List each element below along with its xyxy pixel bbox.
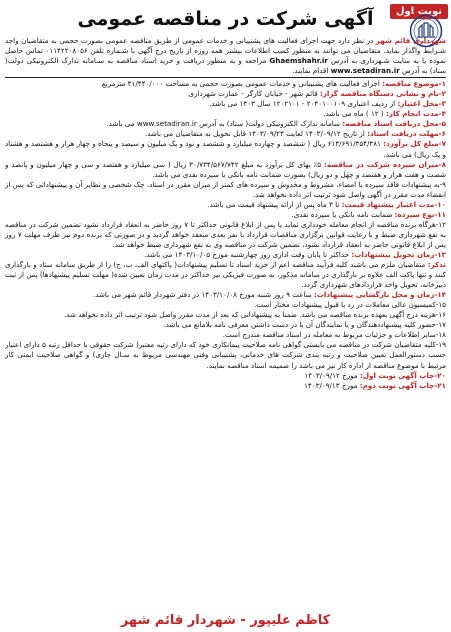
item-label: ۸-میزان سپرده شرکت در مناقصه:: [323, 159, 446, 169]
item-text: ( ۱۲ ) ماه می باشد.: [323, 109, 384, 119]
item-label: ۱۳-زمان تحویل پیشنهادات:: [351, 249, 446, 259]
intro-text-3: اقدام نمایند.: [292, 66, 329, 76]
list-item: [5, 160, 446, 180]
list-item: [5, 139, 446, 159]
item-text: ۱۵-کمیسیون عالی معاملات در رد یا قبول پیشنهادات مختار است.: [254, 300, 446, 310]
item-text: قائم شهر - خیابان کارگر - عمارت شهرداری: [188, 89, 318, 99]
item-text: ضمانت نامه بانکی یا سپرده نقدی.: [291, 209, 393, 219]
item-text: اجرای فعالیت های پشتیبانی و خدمات عمومی بصورت حجمی به مساحت ۴۱/۴۴۰/۰۰۰ مترمربع: [101, 79, 380, 89]
item-text: مورخ ۱۴۰۳/۰۹/۱۲: [304, 370, 358, 380]
item-label: ۳-محل اعتبار:: [397, 99, 446, 109]
notice-body: [5, 36, 446, 596]
list-item: [5, 330, 446, 340]
divider: [5, 77, 446, 78]
item-text: حداکثر تا پایان وقت اداری روز چهارشنبه مورخ ۱۴۰۳/۱۰/۰۵ می باشد.: [144, 249, 350, 259]
intro-paragraph: [5, 36, 446, 76]
list-item: [5, 300, 446, 310]
item-label: ۱۰-مدت اعتبار پیشنهاد قیمت:: [341, 199, 446, 209]
item-text: از ردیف اعتباری ۲۰۴۰۱۰۰۱۰۹ - ۱۲۰۲۱۰۱ سال ۱۴۰۳ می باشد.: [209, 99, 396, 109]
item-text: سامانه تدارک الکترونیکی دولت( ستاد) به آدرس www.setadiran.ir می باشد.: [106, 119, 340, 129]
list-item: [5, 210, 446, 220]
item-text: ۱۲-هرگاه برنده مناقصه از انجام معامله خودداری نماید یا پس از ابلاغ قانونی حداکثر تا ۷ روز حاضر به انعقاد قرارداد نشود تضمین شرکت در مناقصه به نفع شهرداری ضبط و با رعایت قوانین برگزاری مناقصات قرارداد با نفر بعدی منعقد خواهد گردید و در صورتی که برنده دوم نیز ظرف مهلت ۷ روز پس از ابلاغ قانونی حاضر به انعقاد قرارداد نشود، تضمین شرکت در مناقصه وی به نفع شهرداری ضبط خواهد شد.: [5, 219, 446, 249]
list-item: [5, 220, 446, 250]
item-text: مورخ ۱۴۰۳/۰۹/۱۳: [304, 380, 358, 390]
item-text: ۹-به پیشنهادات فاقد سپرده یا امضاء، مشروط و مخدوش و سپرده های کمتر از میزان مقرر در اسناد، چک شخصی و نظایر آن و پیشنهاداتی که پس از انقضاء مدت مقرر در آگهی واصل شود ترتیب اثر داده نخواهد شد.: [5, 179, 446, 199]
list-item: [5, 290, 446, 300]
item-text: ساعت ۹ روز شنبه مورخ ۱۴۰۳/۱۰/۰۸ در دفتر شهردار قائم شهر می باشد.: [92, 290, 312, 300]
list-item: [5, 200, 446, 210]
item-label: تذکر:: [427, 260, 446, 270]
item-label: ۱۱-نوع سپرده:: [394, 209, 446, 219]
list-item: [5, 109, 446, 119]
intro-text-2: مراجعه و به منظور دریافت و خرید اسناد مناقصه به سـامانه تدارک الکترونیکی دولت( ستاد) به آدرس: [5, 56, 446, 76]
list-item: [5, 260, 446, 290]
edition-badge: نوبت اول: [390, 4, 448, 19]
list-item: [5, 89, 446, 99]
list-item: [5, 250, 446, 260]
item-label: ۷-مبلغ کل برآورد:: [383, 139, 446, 149]
list-item: [5, 180, 446, 200]
notice-title: آگهی شرکت در مناقصه عمومی: [77, 8, 374, 30]
setad-link[interactable]: www.setadiran.ir: [330, 66, 400, 76]
item-label: ۴-مدت انجام کار:: [385, 109, 446, 119]
list-item: [5, 320, 446, 330]
item-text: ۱۷-حضور کلیه پیشنهاددهندگان و یا نمایندگان آن با در دست داشتن معرفی نامه بلامانع می باشد.: [163, 320, 446, 330]
item-text: ۵٪ بهای کل برآورد به مبلغ ۳۰/۷۳۴/۵۶۷/۷۴۲ ریال ( سی میلیارد و هفتصد و سی و چهار میلیون و پانصد و شصت و هفت هزار و هفتصد و چهل و دو ریال) بصورت ضمانت نامه بانکی یا سپرده نقدی می باشد.: [5, 159, 446, 179]
list-item: [5, 371, 446, 381]
list-item: [5, 99, 446, 109]
item-label: ۲۱-چاپ آگهی نوبت دوم:: [359, 380, 446, 390]
item-label: ۱-موضوع مناقصه:: [382, 79, 446, 89]
item-text: متقاضیان ملزم می باشند کلیه فرآیند مناقصه اعم از خرید اسناد تا تسلیم پیشنهادات( پاکتهای الف، ب، ج) را از طریق سامانه ستاد و بارگذاری کنند و تنها پاکت الف علاوه بر بارگذاری در سامانه مذکور، به صورت فیزیکی نیز حداکثر در مدت زمان تعیین شده( مهلت تسلیم پیشنهادها) پس از ثبت دبیرخانه، تحویل واحد قراردادهای شهرداری گردد.: [5, 260, 446, 290]
item-label: ۲۰-چاپ آگهی نوبت اول:: [359, 370, 446, 380]
list-item: [5, 129, 446, 139]
list-item: [5, 79, 446, 89]
list-item: [5, 381, 446, 391]
website-link[interactable]: Ghaemshahr.ir: [269, 56, 328, 66]
item-label: ۱۴-زمان و محل بازگشایی پیشنهادات:: [313, 290, 446, 300]
item-text: ۶۱۴/۶۹۱/۳۵۴/۴۸۱ ریال ( ششصد و چهارده میلیارد و ششصد و نود و یک میلیون و سیصد و پنجاه و چهار هزار و هشتصد و هشتاد و یک ریال) می باشد.: [5, 139, 446, 159]
intro-lead: شهرداری قائم شهر: [375, 36, 446, 45]
item-label: ۶-مهلت دریافت اسناد:: [367, 129, 446, 139]
list-item: [5, 119, 446, 129]
conditions-list: [5, 79, 446, 390]
list-item: [5, 340, 446, 370]
item-text: تا ۳ ماه پس از ارائه پیشنهاد قیمت می باشد.: [207, 199, 340, 209]
signature: کاظم علیپور - شهردار قائم شهر: [120, 613, 331, 628]
intro-text: در نظر دارد جهت اجرای فعالیت های پشتیبانی و خدمات عمومی از طریق مناقصه عمومی بصورت حجمی به متقاضیان واجد شـرایط واگذار نماید. متقاضیان می توانند به منظور کسب اطلاعات بیشتر همه روزه از تاریخ درج آگهی با شـماره تلفن ۰۱۱۴۲۲۰۸۰۵۶ تماس حاصل نموده یا به سایت شـهرداری به آدرس: [5, 36, 446, 66]
item-text: ۱۹-کلیه متقاضیان شرکت در مناقصه می بایستی گواهی نامه صلاحیت پیمانکاری خود که دارای رتبه معتبر( شرکت حقوقی با حداقل رتبه ۵ دارای اعتبار حسب دستورالعمل تعیین صلاحیت و رتبه بندی شرکت های خدماتی، پشتیبانی وفنی مهندسی مربوط به سـال جاری) و گواهی صلاحیت ایمنی کار مرتبط با موضوع مناقصه از اداره کار نیز می باشد را ضمیمه اسناد مناقصه نمایند.: [5, 340, 446, 370]
item-text: از تاریخ ۱۴۰۳/۰۹/۱۲ لغایت ۱۴۰۳/۰۹/۲۴ قابل تحویل به متقاضیان می باشد.: [144, 129, 365, 139]
item-label: ۵-محل دریافت اسناد مناقصه:: [342, 119, 446, 129]
item-text: ۱۶-هزینه درج آگهی بعهده برنده مناقصه می باشد. ضمنا به پیشنهاداتی که بعد از مدت مقرر واصل شود ترتیب اثر داده نخواهد شد.: [63, 310, 446, 320]
item-label: ۲-نام و نشانی دستگاه مناقصه گزار:: [319, 89, 446, 99]
list-item: [5, 310, 446, 320]
item-text: ۱۸-سایر اطلاعات و جزئیات مربوط به معامله در اسناد مناقصه مندرج است.: [222, 330, 446, 340]
